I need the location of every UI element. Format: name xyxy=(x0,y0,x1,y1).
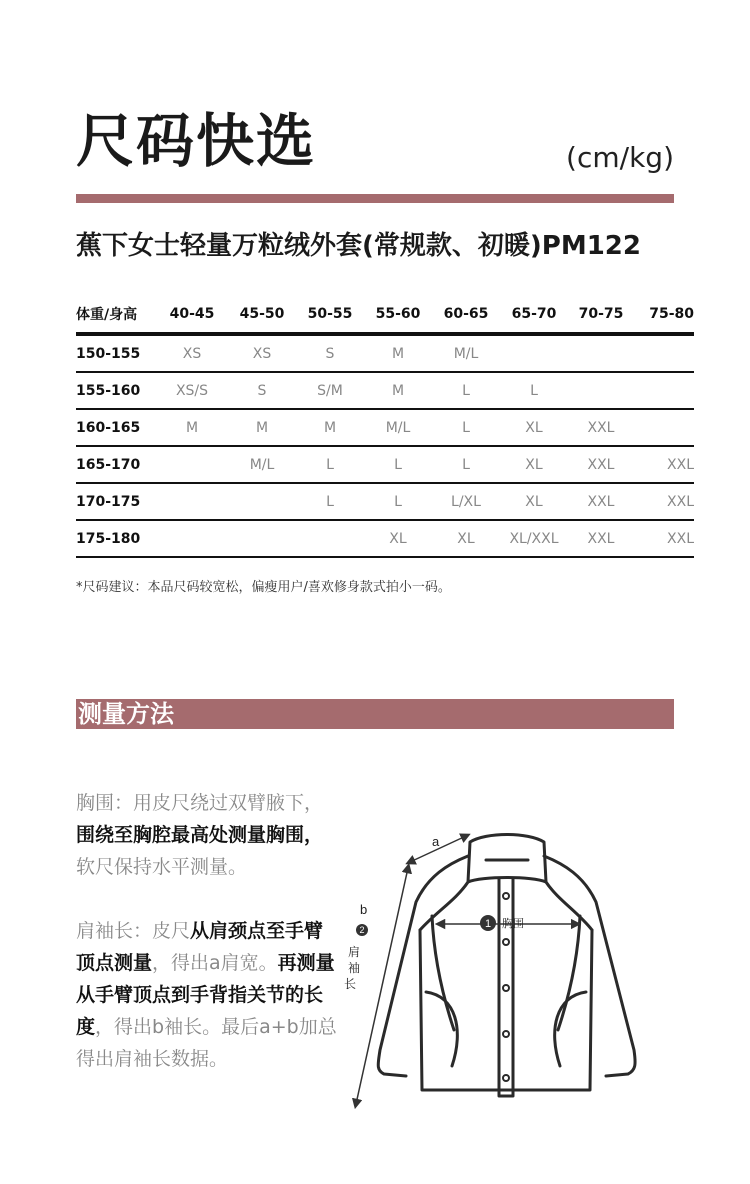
sleeve-text-bold: 再测量从手臂顶点到手背指关节的长度 xyxy=(76,952,335,1038)
sleeve-instructions xyxy=(76,915,338,1075)
size-cell: M/L xyxy=(228,446,296,483)
size-cell xyxy=(156,520,228,557)
size-table xyxy=(76,296,694,558)
chest-label: 胸围 xyxy=(502,917,524,930)
size-cell: M xyxy=(156,409,228,446)
size-cell: XS xyxy=(228,334,296,372)
title-divider xyxy=(76,194,674,203)
weight-column-header: 45-50 xyxy=(228,296,296,334)
size-cell: S/M xyxy=(296,372,364,409)
measure-section-header xyxy=(76,699,674,729)
height-cell: 155-160 xyxy=(76,372,156,409)
size-cell: XXL xyxy=(568,520,634,557)
weight-column-header: 60-65 xyxy=(432,296,500,334)
sleeve-label-char: 袖 xyxy=(348,961,361,975)
sleeve-label-char: 肩 xyxy=(348,945,361,959)
size-cell: XXL xyxy=(634,520,694,557)
unit-label: (cm/kg) xyxy=(566,141,674,174)
table-header-row xyxy=(76,296,694,334)
label-b: b xyxy=(360,902,368,917)
table-row xyxy=(76,409,694,446)
marker-2-label: 2 xyxy=(359,925,365,935)
size-cell: L xyxy=(432,409,500,446)
sleeve-text-bold: 从肩颈点至手臂顶点测量 xyxy=(76,920,324,974)
sleeve-label-char: 长 xyxy=(344,977,357,991)
table-row xyxy=(76,372,694,409)
label-a: a xyxy=(432,834,440,849)
size-cell: XXL xyxy=(568,483,634,520)
table-row xyxy=(76,446,694,483)
weight-column-header: 55-60 xyxy=(364,296,432,334)
size-cell: M xyxy=(364,334,432,372)
measure-section-title: 测量方法 xyxy=(78,700,174,728)
jacket-diagram xyxy=(336,820,676,1120)
size-cell xyxy=(634,409,694,446)
size-cell xyxy=(568,334,634,372)
size-cell xyxy=(500,334,568,372)
size-cell: XL xyxy=(500,409,568,446)
weight-column-header: 75-80 xyxy=(634,296,694,334)
table-row xyxy=(76,483,694,520)
size-cell: XXL xyxy=(634,483,694,520)
size-cell xyxy=(634,372,694,409)
size-cell: L xyxy=(432,372,500,409)
size-cell: L xyxy=(364,446,432,483)
size-cell xyxy=(156,446,228,483)
size-cell xyxy=(228,520,296,557)
size-cell: S xyxy=(296,334,364,372)
sleeve-text: ，得出b袖长。最后a+b加总得出肩袖长数据。 xyxy=(76,1016,337,1070)
size-cell: M xyxy=(296,409,364,446)
size-cell: M/L xyxy=(432,334,500,372)
weight-column-header: 70-75 xyxy=(568,296,634,334)
weight-column-header: 40-45 xyxy=(156,296,228,334)
size-cell: XL xyxy=(500,446,568,483)
size-cell xyxy=(296,520,364,557)
size-cell: L xyxy=(296,483,364,520)
chest-instructions xyxy=(76,787,338,883)
weight-column-header: 50-55 xyxy=(296,296,364,334)
size-cell: L xyxy=(296,446,364,483)
size-cell xyxy=(228,483,296,520)
table-row xyxy=(76,334,694,372)
size-cell: L xyxy=(500,372,568,409)
height-cell: 160-165 xyxy=(76,409,156,446)
size-cell: XL xyxy=(500,483,568,520)
size-cell: M/L xyxy=(364,409,432,446)
size-cell: M xyxy=(364,372,432,409)
chest-label: 胸围： xyxy=(76,792,134,814)
chest-text-bold: 围绕至胸腔最高处测量胸围， xyxy=(76,824,324,846)
height-cell: 150-155 xyxy=(76,334,156,372)
page-title: 尺码快选 xyxy=(76,107,317,175)
size-cell: XL xyxy=(364,520,432,557)
jacket-outline-icon xyxy=(378,835,635,1097)
chest-text: 软尺保持水平测量。 xyxy=(76,856,248,878)
size-cell xyxy=(634,334,694,372)
sleeve-label: 肩袖长：皮尺 xyxy=(76,920,191,942)
size-cell xyxy=(156,483,228,520)
size-cell: L/XL xyxy=(432,483,500,520)
size-cell: XXL xyxy=(634,446,694,483)
sleeve-text: ，得出a肩宽。 xyxy=(152,952,278,974)
size-cell: XL xyxy=(432,520,500,557)
height-cell: 170-175 xyxy=(76,483,156,520)
size-cell: XXL xyxy=(568,446,634,483)
size-cell xyxy=(568,372,634,409)
size-cell: L xyxy=(364,483,432,520)
product-name: 蕉下女士轻量万粒绒外套(常规款、初暖)PM122 xyxy=(76,231,641,261)
size-cell: XXL xyxy=(568,409,634,446)
chest-text: 用皮尺绕过双臂腋下， xyxy=(133,792,324,814)
size-cell: XS/S xyxy=(156,372,228,409)
size-cell: S xyxy=(228,372,296,409)
size-cell: XS xyxy=(156,334,228,372)
height-cell: 175-180 xyxy=(76,520,156,557)
size-note: *尺码建议：本品尺码较宽松，偏瘦用户/喜欢修身款式拍小一码。 xyxy=(76,580,451,595)
size-cell: M xyxy=(228,409,296,446)
marker-1-label: 1 xyxy=(484,918,492,930)
table-row xyxy=(76,520,694,557)
corner-label: 体重/身高 xyxy=(76,296,156,334)
size-cell: XL/XXL xyxy=(500,520,568,557)
size-cell: L xyxy=(432,446,500,483)
weight-column-header: 65-70 xyxy=(500,296,568,334)
height-cell: 165-170 xyxy=(76,446,156,483)
